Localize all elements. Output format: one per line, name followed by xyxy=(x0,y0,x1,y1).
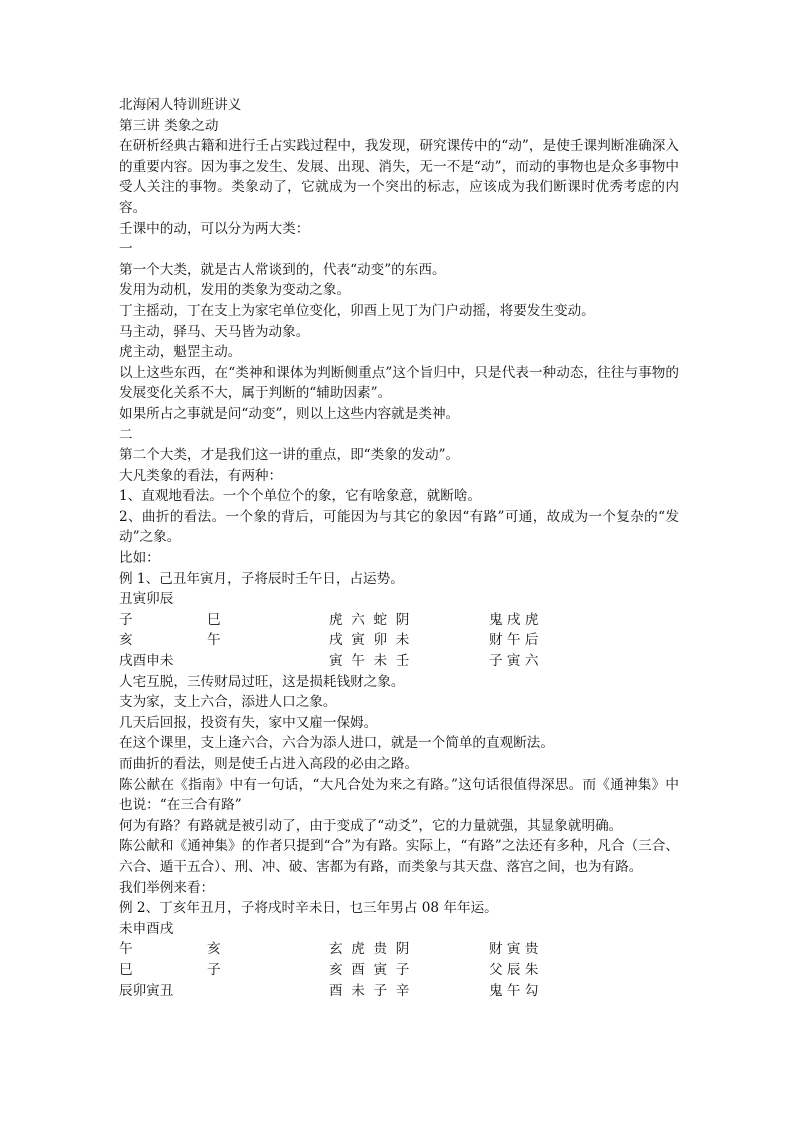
plate-cell: 辰卯寅丑 xyxy=(119,982,174,999)
example-heading: 例 2、丁亥年丑月，子将戌时辛未日，乜三年男占 08 年年运。 xyxy=(119,900,498,917)
lesson-cell: 寅 午 未 壬 xyxy=(329,653,410,670)
text-line: 支为家，支上六合，添进人口之象。 xyxy=(119,694,337,711)
plate-cell: 巳 xyxy=(207,611,221,628)
paragraph: 陈公献在《指南》中有一句话，“大凡合处为来之有路。”这句话很值得深思。而《通神集》中也说：“在三合有路” xyxy=(119,776,679,814)
plate-cell: 戌酉申未 xyxy=(119,653,174,670)
document-page xyxy=(119,95,679,1001)
lecture-heading: 第三讲 类象之动 xyxy=(119,117,219,134)
text-line: 马主动，驿马、天马皆为动象。 xyxy=(119,323,310,340)
example-heading: 例 1、己丑年寅月，子将辰时壬午日，占运势。 xyxy=(119,570,404,587)
lesson-row xyxy=(119,939,679,960)
text-line: 大凡类象的看法，有两种： xyxy=(119,467,283,484)
lesson-cell: 亥 酉 寅 子 xyxy=(329,961,410,978)
lesson-row xyxy=(119,651,679,672)
text-line: 1、直观地看法。一个个单位个的象，它有啥象意，就断啥。 xyxy=(119,488,482,505)
lesson-cell: 酉 未 子 辛 xyxy=(329,982,410,999)
text-line: 虎主动，魁罡主动。 xyxy=(119,344,242,361)
plate-cell xyxy=(207,981,329,1002)
lesson-row xyxy=(119,981,679,1002)
text-line: 何为有路？有路就是被引动了，由于变成了“动爻”，它的力量就强，其显象就明确。 xyxy=(119,817,623,834)
text-line: 人宅互脱，三传财局过旺，这是损耗钱财之象。 xyxy=(119,673,405,690)
text-line: 丁主摇动，丁在支上为家宅单位变化，卯酉上见丁为门户动摇，将要发生变动。 xyxy=(119,302,595,319)
transmission-cell: 财 午 后 xyxy=(489,632,539,649)
text-line: 在这个课里，支上逢六合，六合为添人进口，就是一个简单的直观断法。 xyxy=(119,735,554,752)
intro-paragraph: 在研析经典古籍和进行壬占实践过程中，我发现，研究课传中的“动”，是使壬课判断准确深入的重要内容。因为事之发生、发展、出现、消失，无一不是“动”，而动的事物也是众多事物中受人关注的事物。类象动了，它就成为一个突出的标志，应该成为我们断课时优秀考虑的内容。 xyxy=(119,138,679,216)
plate-cell: 子 xyxy=(119,611,133,628)
plate-cell: 午 xyxy=(119,941,133,958)
paragraph: 陈公献和《通神集》的作者只提到“合”为有路。实际上，“有路”之法还有多种，凡合（三合、六合、遁干五合）、刑、冲、破、害都为有路，而类象与其天盘、落宫之间，也为有路。 xyxy=(119,838,679,875)
text-line: 比如： xyxy=(119,550,160,567)
lesson-row xyxy=(119,610,679,631)
lesson-row xyxy=(119,630,679,651)
plate-cell: 午 xyxy=(207,632,221,649)
plate-cell xyxy=(207,651,329,672)
transmission-cell: 鬼 戌 虎 xyxy=(489,611,539,628)
text-line: 而曲折的看法，则是使壬占进入高段的必由之路。 xyxy=(119,756,419,772)
plate-line: 丑寅卯辰 xyxy=(119,591,174,608)
paragraph: 2、曲折的看法。一个象的背后，可能因为与其它的象因“有路”可通，故成为一个复杂的“发动”之象。 xyxy=(119,508,679,546)
text-line: 第二个大类，才是我们这一讲的重点，即“类象的发动”。 xyxy=(119,447,460,464)
text-line: 壬课中的动，可以分为两大类： xyxy=(119,220,310,237)
plate-cell: 亥 xyxy=(207,941,221,958)
lesson-row xyxy=(119,960,679,981)
text-line: 几天后回报，投资有失，家中又雇一保姆。 xyxy=(119,714,378,731)
text-line: 我们举例来看： xyxy=(119,879,215,896)
transmission-cell: 子 寅 六 xyxy=(489,653,539,670)
document-title: 北海闲人特训班讲义 xyxy=(119,97,242,113)
paragraph: 以上这些东西，在“类神和课体为判断侧重点”这个旨归中，只是代表一种动态，往往与事物的发展变化关系不大，属于判断的“辅助因素”。 xyxy=(119,364,679,402)
section-number: 二 xyxy=(119,426,133,443)
transmission-cell: 财 寅 贵 xyxy=(489,941,539,958)
transmission-cell: 鬼 午 勾 xyxy=(489,982,539,999)
text-line: 如果所占之事就是问“动变”，则以上这些内容就是类神。 xyxy=(119,405,460,422)
lesson-cell: 虎 六 蛇 阴 xyxy=(329,611,410,628)
text-line: 第一个大类，就是古人常谈到的，代表“动变”的东西。 xyxy=(119,261,446,278)
text-line: 发用为动机，发用的类象为变动之象。 xyxy=(119,282,351,299)
plate-cell: 子 xyxy=(207,961,221,978)
lesson-cell: 玄 虎 贵 阴 xyxy=(329,941,410,958)
plate-cell: 巳 xyxy=(119,961,133,978)
plate-cell: 亥 xyxy=(119,632,133,649)
plate-line: 未申酉戌 xyxy=(119,920,174,937)
transmission-cell: 父 辰 朱 xyxy=(489,961,539,978)
lesson-cell: 戌 寅 卯 未 xyxy=(329,632,410,649)
section-number: 一 xyxy=(119,241,133,258)
